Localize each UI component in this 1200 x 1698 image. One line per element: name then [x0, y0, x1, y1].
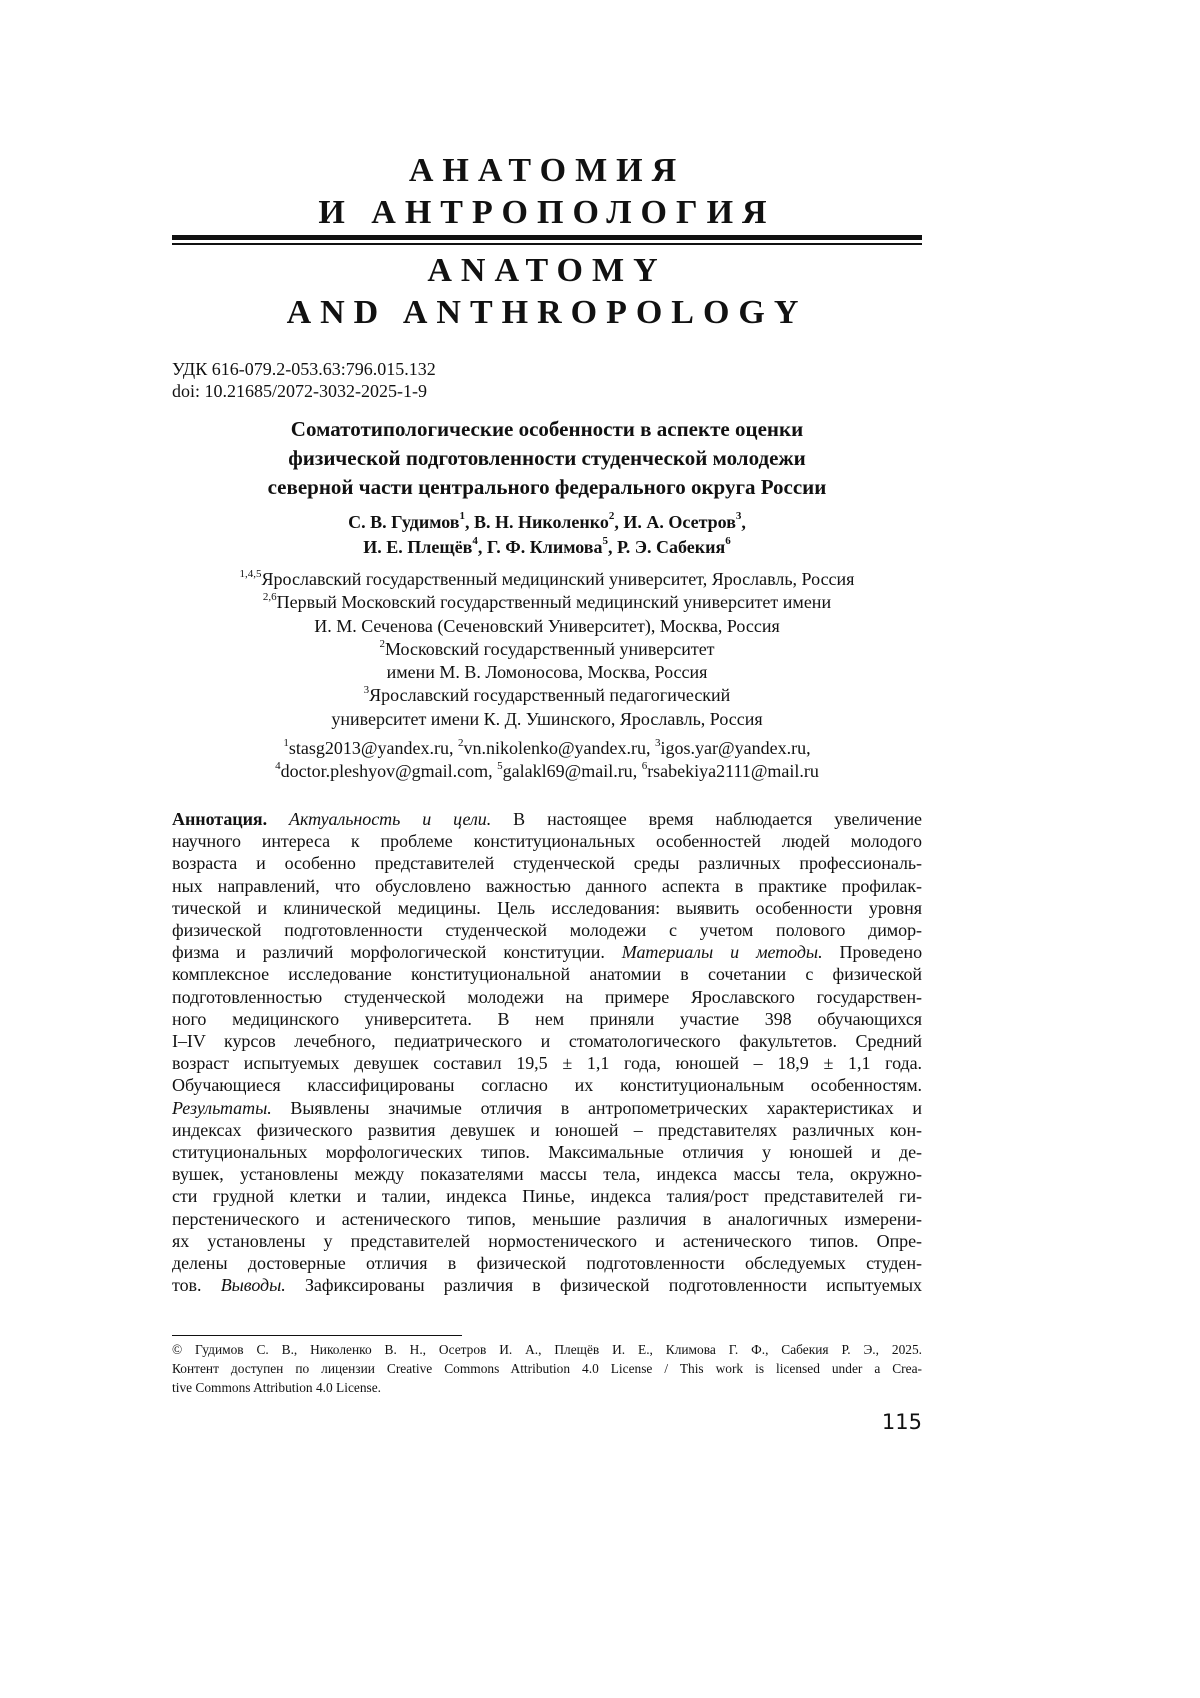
abstract-text: Выявлены значимые отличия в антропометрических характеристиках и [290, 1097, 922, 1118]
article-title-line: физической подготовленности студенческой молодежи [288, 446, 806, 470]
affiliation-text: университет имени К. Д. Ушинского, Ярославль, Россия [331, 708, 763, 729]
abstract-line: ях установлены у представителей нормостенического и астенического типов. Опре- [172, 1230, 922, 1251]
abstract-line: возраста и особенно представителей студенческой среды различных профессиональ- [172, 853, 922, 874]
affiliation-text: Первый Московский государственный медицинский университет имени [276, 592, 832, 613]
abstract-line: ных направлений, что обусловлено важностью данного аспекта в практике профилак- [172, 875, 922, 896]
email-link[interactable]: galakl69@mail.ru [502, 761, 633, 781]
email-sup: 5 [497, 760, 503, 772]
author-affil-sup: 6 [725, 535, 731, 547]
email-list [172, 737, 922, 783]
footnote-line: © Гудимов С. В., Николенко В. Н., Осетров И. А., Плещёв И. Е., Климова Г. Ф., Сабекия Р. Э., 2025. [172, 1342, 922, 1357]
author-affil-sup: 3 [735, 510, 742, 522]
abstract-line [172, 941, 922, 963]
section-heading-en-line2: AND ANTHROPOLOGY [286, 294, 808, 331]
email-link[interactable]: igos.yar@yandex.ru [660, 738, 807, 758]
author-line: С. В. Гудимов$^1$, В. Н. Николенко$^2$, И. А. Осетров$^3$, [348, 510, 746, 532]
affiliation-line [172, 661, 922, 684]
affiliation-sup: 1,4,5 [239, 568, 262, 580]
email-sup: 4 [275, 760, 281, 772]
footnote-divider [172, 1335, 462, 1336]
email-link[interactable]: vn.nikolenko@yandex.ru [463, 738, 647, 758]
email-link[interactable]: rsabekiya2111@mail.ru [647, 761, 819, 781]
footnote-line: tive Commons Attribution 4.0 License. [172, 1380, 382, 1395]
affiliation-line [172, 638, 922, 661]
email-line: $^4$doctor.pleshyov@gmail.com, $^5$galakl69@mail.ru, $^6$rsabekiya2111@mail.ru [275, 760, 819, 781]
affiliation-line [172, 591, 922, 614]
page-number: 115 [881, 1410, 922, 1434]
abstract-line: тической и клинической медицины. Цель исследования: выявить особенности уровня [172, 897, 922, 918]
abstract-line: индексах физического развития девушек и юношей – представителях различных кон- [172, 1119, 922, 1140]
abstract-line: научного интереса к проблеме конституциональных особенностей людей молодого [172, 831, 922, 852]
abstract-line: подготовленностью студенческой молодежи на примере Ярославского государствен- [172, 986, 922, 1007]
abstract-text: тов. [172, 1275, 202, 1296]
author-line: И. Е. Плещёв$^4$, Г. Ф. Климова$^5$, Р. Э. Сабекия$^6$ [363, 535, 731, 557]
abstract-line: возраст испытуемых девушек составил 19,5 ± 1,1 года, юношей – 18,9 ± 1,1 года. [172, 1053, 922, 1074]
article-title-line: северной части центрального федерального округа России [267, 475, 827, 499]
article-meta [172, 358, 436, 402]
abstract-line: перстенического и астенического типов, меньшие различия в аналогичных измерени- [172, 1208, 922, 1229]
author-affil-sup: 2 [608, 510, 615, 522]
section-heading-ru [172, 150, 922, 234]
affiliation-line [172, 615, 922, 638]
abstract-text: Проведено [839, 942, 923, 963]
affiliation-sup: 2 [379, 637, 385, 650]
abstract-label: Аннотация. [172, 809, 268, 829]
author-name: И. Е. Плещёв [363, 537, 473, 557]
affiliation-text: И. М. Сеченова (Сеченовский Университет), Москва, Россия [314, 615, 780, 636]
footnote-line: Контент доступен по лицензии Creative Commons Attribution 4.0 License / This work is licensed under a Crea- [172, 1361, 922, 1376]
section-heading-en-line1: ANATOMY [427, 252, 667, 289]
author-affil-sup: 4 [472, 535, 478, 547]
article-title-line: Соматотипологические особенности в аспекте оценки [290, 417, 804, 441]
email-sup: 6 [641, 760, 648, 772]
affiliation-line [172, 684, 922, 707]
author-name: Г. Ф. Климова [486, 537, 603, 557]
section-divider-thick [172, 235, 922, 240]
affiliation-text: Ярославский государственный педагогический [369, 685, 731, 706]
section-heading-en [172, 250, 922, 334]
abstract-line [172, 1097, 922, 1119]
affiliation-sup: 2,6 [262, 591, 277, 604]
affiliation-line [172, 568, 922, 591]
email-link[interactable]: stasg2013@yandex.ru [288, 738, 449, 758]
abstract-line: ституциональных морфологических типов. Максимальные отличия у юношей и де- [172, 1142, 922, 1163]
author-name: И. А. Осетров [623, 512, 736, 532]
abstract-line: вушек, установлены между показателями массы тела, индекса массы тела, окружно- [172, 1164, 922, 1185]
email-line: $^1$stasg2013@yandex.ru, $^2$vn.nikolenko@yandex.ru, $^3$igos.yar@yandex.ru, [283, 737, 811, 758]
doi[interactable]: doi: 10.21685/2072-3032-2025-1-9 [172, 381, 427, 401]
author-name: Р. Э. Сабекия [617, 537, 726, 557]
affiliation-sup: 3 [363, 684, 370, 697]
abstract-heading-methods: Материалы и методы. [621, 942, 823, 963]
abstract-line: I–IV курсов лечебного, педиатрического и стоматологического факультетов. Средний [172, 1031, 922, 1052]
abstract-line: сти грудной клетки и талии, индекса Пинье, индекса талия/рост представителей ги- [172, 1186, 922, 1207]
abstract-line [172, 808, 922, 830]
abstract-line: комплексное исследование конституциональной анатомии в сочетании с физической [172, 964, 922, 985]
abstract-heading-conclusions: Выводы. [220, 1275, 286, 1296]
section-heading-ru-line1: АНАТОМИЯ [408, 152, 686, 189]
abstract-heading-results: Результаты. [172, 1097, 272, 1118]
email-sup: 2 [457, 737, 464, 749]
author-affil-sup: 1 [459, 510, 465, 522]
affiliation-list [172, 568, 922, 731]
author-name: С. В. Гудимов [348, 512, 460, 532]
affiliation-text: имени М. В. Ломоносова, Москва, Россия [386, 662, 708, 683]
affiliation-text: Московский государственный университет [384, 638, 715, 659]
abstract-line [172, 1274, 922, 1296]
section-divider-thin [172, 243, 922, 245]
abstract-text: физма и различий морфологической конституции. [172, 942, 605, 963]
abstract-line: ного медицинского университета. В нем приняли участие 398 обучающихся [172, 1008, 922, 1029]
article-title [172, 415, 922, 502]
author-name: В. Н. Николенко [474, 512, 609, 532]
abstract [172, 808, 922, 1296]
abstract-text: В настоящее время наблюдается увеличение [513, 809, 922, 829]
affiliation-line [172, 708, 922, 731]
abstract-line: физической подготовленности студенческой молодежи с учетом полового димор- [172, 920, 922, 941]
abstract-line: Обучающиеся классифицированы согласно их конституциональным особенностям. [172, 1075, 922, 1096]
email-sup: 3 [655, 737, 661, 749]
abstract-line: делены достоверные отличия в физической подготовленности обследуемых студен- [172, 1253, 922, 1274]
udc-code: УДК 616-079.2-053.63:796.015.132 [172, 359, 436, 379]
email-link[interactable]: doctor.pleshyov@gmail.com [280, 761, 489, 781]
section-heading-ru-line2: И АНТРОПОЛОГИЯ [318, 194, 776, 231]
author-list [172, 510, 922, 560]
abstract-heading-relevance: Актуальность и цели. [289, 809, 492, 829]
author-affil-sup: 5 [602, 535, 609, 547]
affiliation-text: Ярославский государственный медицинский университет, Ярославль, Россия [261, 569, 855, 589]
abstract-text: Зафиксированы различия в физической подготовленности испытуемых [304, 1275, 922, 1296]
copyright-footnote [172, 1340, 922, 1397]
email-sup: 1 [283, 737, 289, 749]
